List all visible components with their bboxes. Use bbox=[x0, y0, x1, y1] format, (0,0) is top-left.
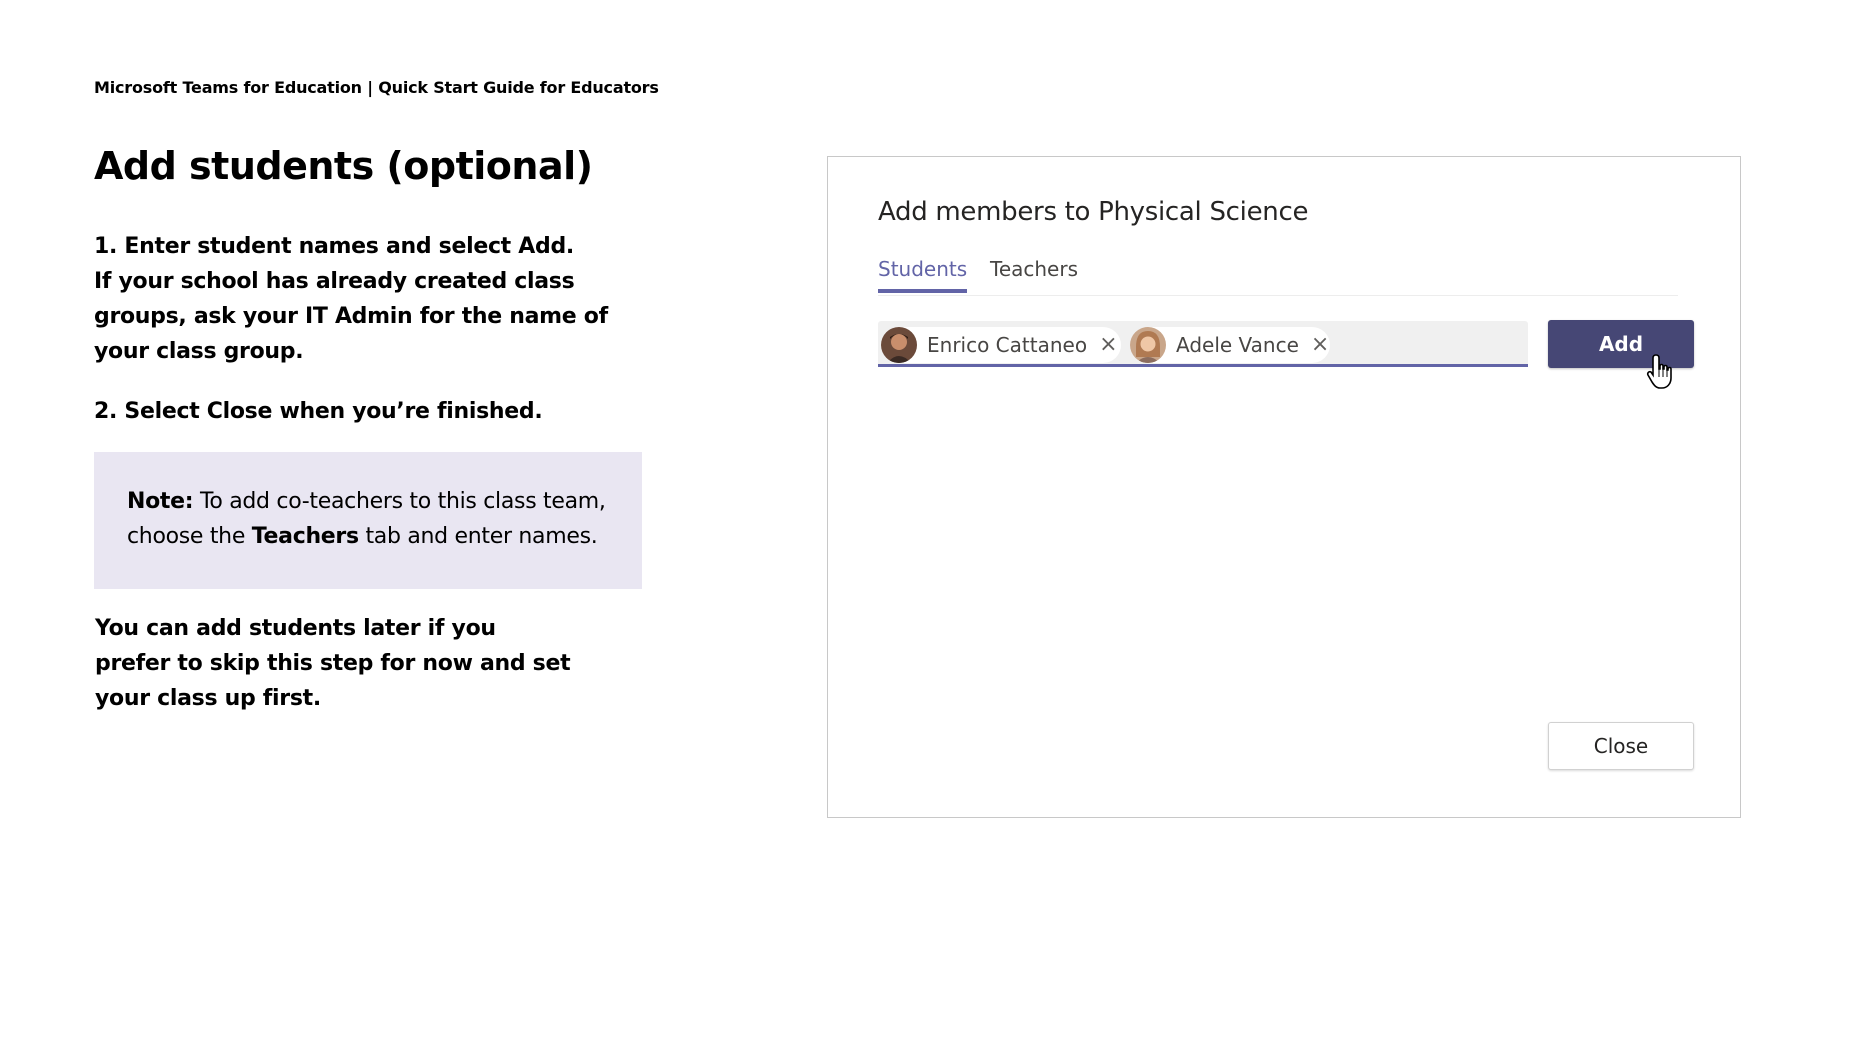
dialog-tabs bbox=[878, 257, 1678, 296]
step-2-prefix: 2. Select bbox=[94, 399, 207, 424]
add-button[interactable]: Add bbox=[1548, 320, 1694, 368]
note-text-after: tab and enter names. bbox=[358, 524, 598, 549]
later-text: You can add students later if you prefer to skip this step for now and set your class up first. bbox=[95, 616, 571, 711]
step-1-suffix: . bbox=[565, 234, 574, 259]
document-header: Microsoft Teams for Education | Quick Start Guide for Educators bbox=[94, 78, 659, 97]
note-bold: Teachers bbox=[251, 524, 359, 549]
tab-students[interactable]: Students bbox=[878, 257, 967, 293]
step-1-instructions bbox=[94, 229, 664, 369]
step-2-suffix: when you’re finished. bbox=[272, 399, 543, 424]
close-icon[interactable]: × bbox=[1099, 332, 1118, 357]
chip-label: Enrico Cattaneo bbox=[927, 333, 1088, 357]
person-chip bbox=[1130, 327, 1330, 363]
step-1-detail: If your school has already created class groups, ask your IT Admin for the name of your class group. bbox=[94, 269, 608, 364]
close-icon[interactable]: × bbox=[1310, 332, 1330, 357]
people-picker-input[interactable] bbox=[878, 321, 1528, 367]
note-text-before: To add co-teachers to this class team, choose the bbox=[127, 489, 606, 549]
avatar bbox=[881, 327, 917, 363]
hand-cursor-icon bbox=[1646, 353, 1676, 391]
avatar bbox=[1130, 327, 1166, 363]
add-members-dialog bbox=[827, 156, 1741, 818]
dialog-title: Add members to Physical Science bbox=[878, 197, 1309, 227]
close-button[interactable]: Close bbox=[1548, 722, 1694, 770]
step-1-bold: Add bbox=[518, 234, 566, 259]
person-chip bbox=[881, 327, 1121, 363]
step-1-prefix: 1. Enter student names and select bbox=[94, 234, 519, 259]
chip-label: Adele Vance bbox=[1176, 333, 1299, 357]
page-title: Add students (optional) bbox=[94, 144, 593, 188]
note-label: Note: bbox=[127, 489, 194, 514]
note-box bbox=[94, 452, 642, 589]
tab-teachers[interactable]: Teachers bbox=[990, 257, 1078, 281]
step-2-bold: Close bbox=[206, 399, 273, 424]
step-2-instructions bbox=[94, 394, 664, 429]
